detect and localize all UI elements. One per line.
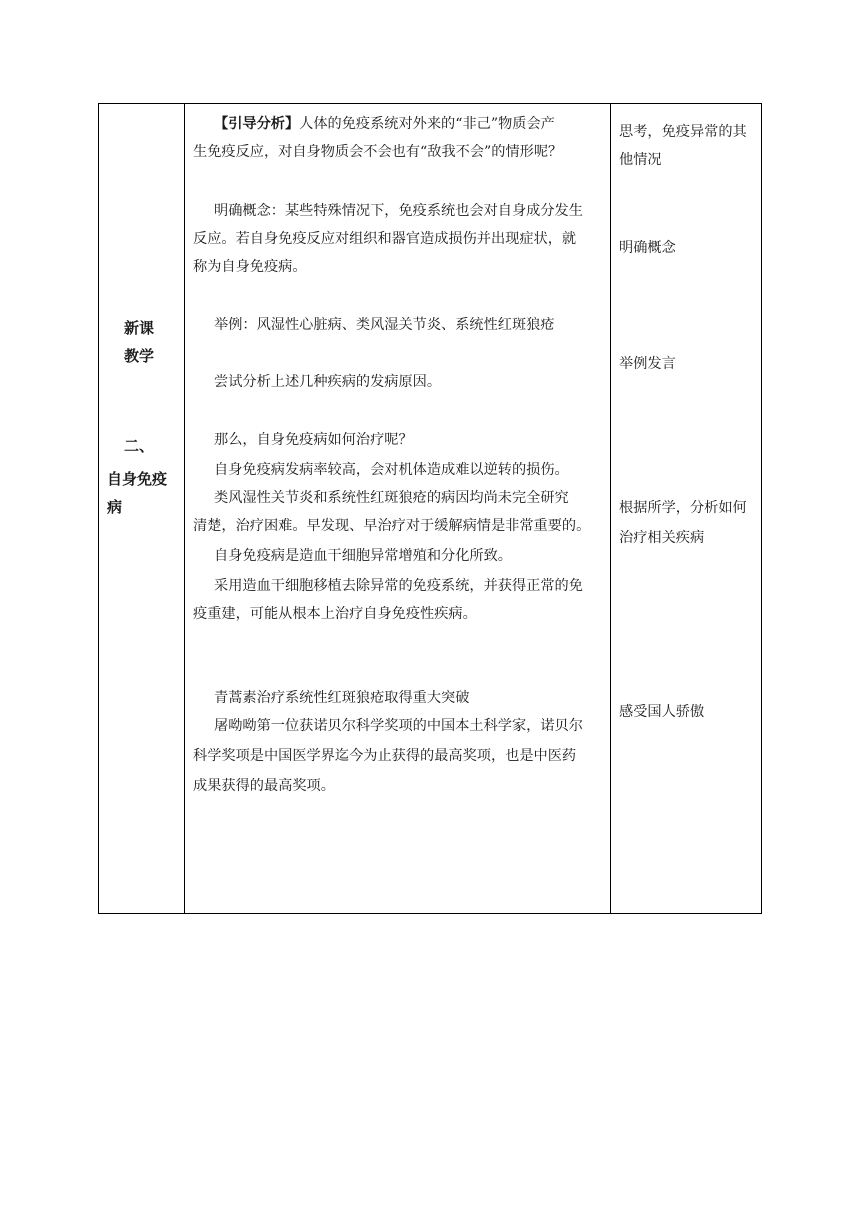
section-heading-disease: 病 bbox=[107, 498, 123, 516]
intro-line-2: 生免疫反应，对自身物质会不会也有“敌我不会”的情形呢？ bbox=[193, 144, 563, 160]
news-title: 青蒿素治疗系统性红斑狼疮取得重大突破 bbox=[214, 690, 470, 706]
section-heading-autoimmune: 自身免疫 bbox=[107, 470, 168, 488]
news-line-1a: 屠呦呦第一位获诺贝尔科学奖项的中国本土科学家，诺贝尔 bbox=[214, 718, 583, 734]
treat-line-4a: 采用造血干细胞移植去除异常的免疫系统，并获得正常的免 bbox=[214, 578, 583, 594]
section-heading-new-lesson: 新课 bbox=[124, 319, 155, 337]
analyze-line: 尝试分析上述几种疾病的发病原因。 bbox=[214, 374, 442, 390]
treat-line-4b: 疫重建，可能从根本上治疗自身免疫性疾病。 bbox=[193, 606, 477, 622]
news-line-1b: 科学奖项是中国医学界迄今为止获得的最高奖项，也是中医药 bbox=[193, 748, 577, 764]
treat-line-3: 自身免疫病是造血干细胞异常增殖和分化所致。 bbox=[214, 548, 512, 564]
news-line-1c: 成果获得的最高奖项。 bbox=[193, 778, 335, 794]
examples-line: 举例：风湿性心脏病、类风湿关节炎、系统性红斑狼疮 bbox=[214, 317, 555, 333]
concept-line-2: 反应。若自身免疫反应对组织和器官造成损伤并出现症状，就 bbox=[193, 231, 577, 247]
activity-pride: 感受国人骄傲 bbox=[619, 704, 705, 720]
activity-analyze-1: 根据所学，分析如何 bbox=[619, 500, 747, 516]
intro-text: 人体的免疫系统对外来的“非己”物质会产 bbox=[299, 116, 555, 132]
treat-line-2a: 类风湿性关节炎和系统性红斑狼疮的病因均尚未完全研究 bbox=[214, 490, 569, 506]
intro-tag: 【引导分析】 bbox=[214, 116, 300, 132]
section-heading-number: 二、 bbox=[124, 437, 155, 455]
intro-line-1 bbox=[214, 114, 555, 134]
concept-line-3: 称为自身免疫病。 bbox=[193, 259, 307, 275]
section-heading-teaching: 教学 bbox=[124, 347, 155, 365]
activity-concept: 明确概念 bbox=[619, 240, 676, 256]
activity-think-1: 思考，免疫异常的其 bbox=[619, 124, 747, 140]
treat-line-2b: 清楚，治疗困难。早发现、早治疗对于缓解病情是非常重要的。 bbox=[193, 518, 591, 534]
column-divider bbox=[184, 104, 185, 913]
activity-analyze-2: 治疗相关疾病 bbox=[619, 530, 705, 546]
treat-question: 那么，自身免疫病如何治疗呢？ bbox=[214, 432, 413, 448]
treat-line-1: 自身免疫病发病率较高，会对机体造成难以逆转的损伤。 bbox=[214, 462, 569, 478]
concept-line-1: 明确概念：某些特殊情况下，免疫系统也会对自身成分发生 bbox=[214, 203, 583, 219]
activity-example: 举例发言 bbox=[619, 356, 676, 372]
column-divider bbox=[610, 104, 611, 913]
activity-think-2: 他情况 bbox=[619, 152, 662, 168]
